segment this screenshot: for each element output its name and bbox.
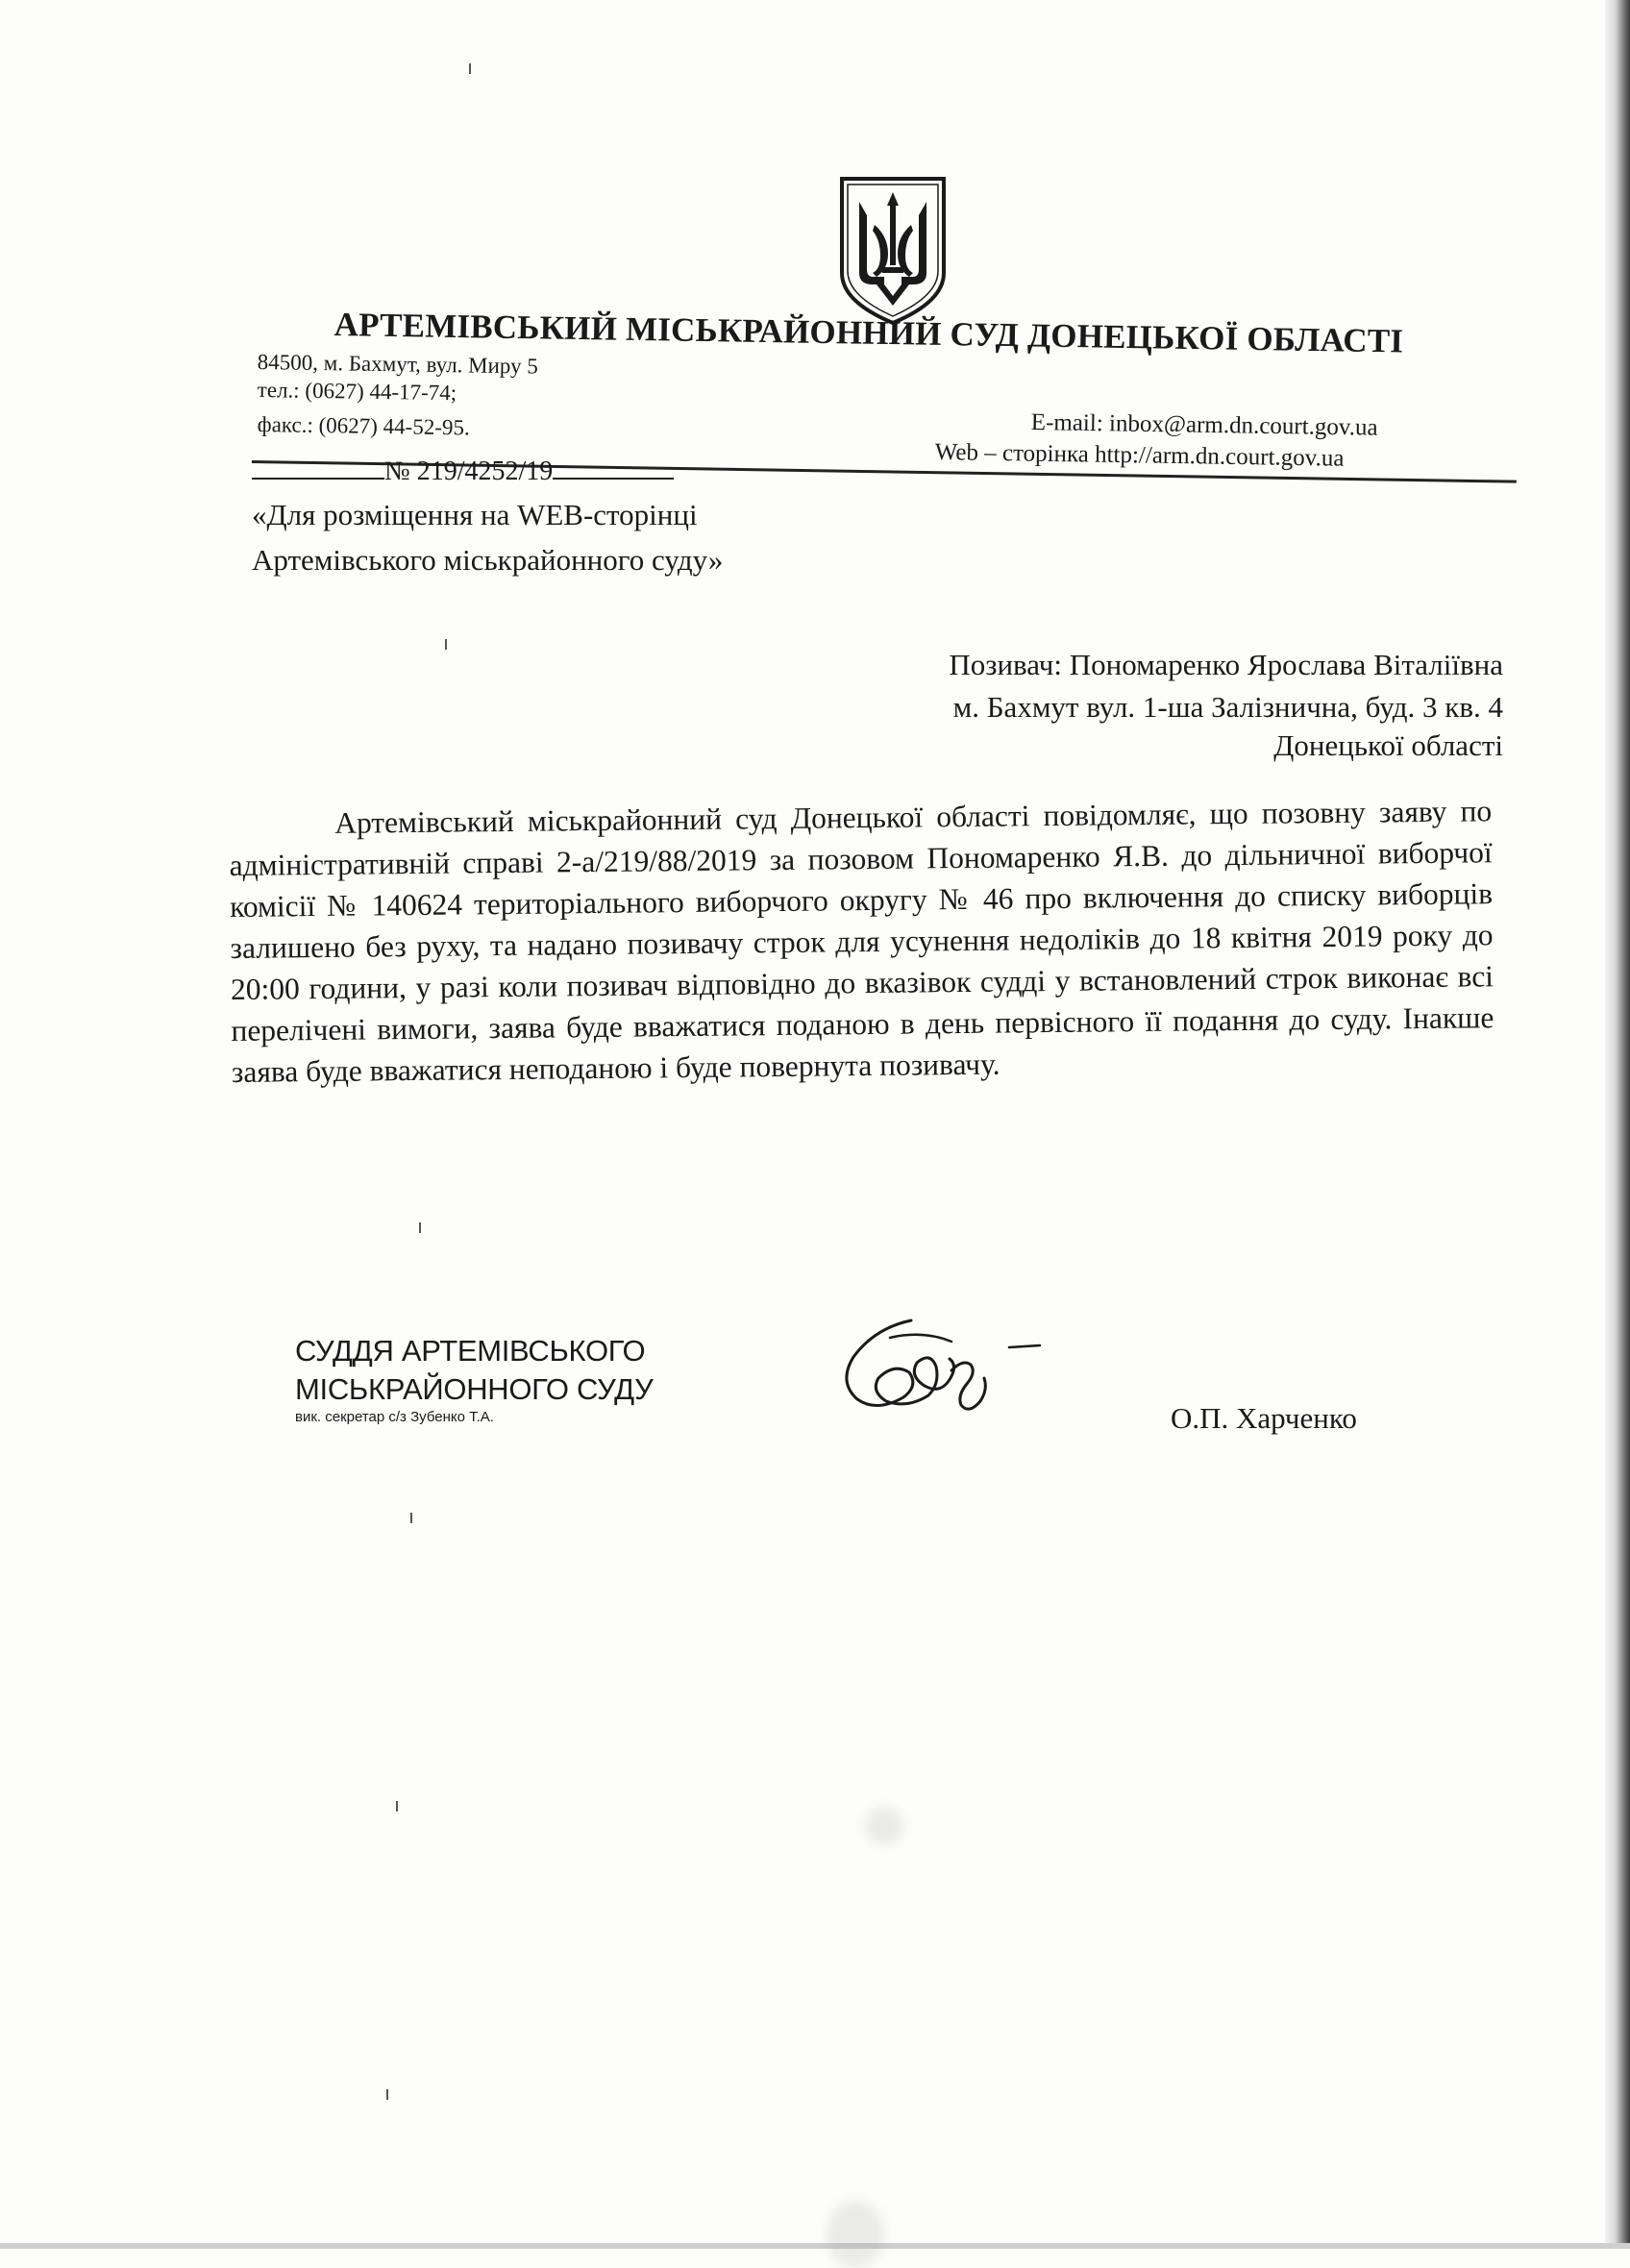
scan-mark xyxy=(419,1222,421,1233)
scan-smudge xyxy=(827,2201,884,2268)
scan-mark xyxy=(469,63,471,74)
number-underline-right xyxy=(553,460,674,480)
scan-mark xyxy=(396,1801,398,1812)
court-email: E-mail: inbox@arm.dn.court.gov.ua xyxy=(1030,409,1378,441)
scan-smudge xyxy=(865,1807,903,1845)
document-number-line xyxy=(252,456,674,487)
court-fax: факс.: (0627) 44-52-95. xyxy=(257,412,470,440)
court-address: 84500, м. Бахмут, вул. Миру 5 xyxy=(257,350,539,379)
judge-title-line1: СУДДЯ АРТЕМІВСЬКОГО xyxy=(295,1334,646,1368)
document-number: № 219/4252/19 xyxy=(384,456,554,486)
judge-title-line2: МІСЬКРАЙОННОГО СУДУ xyxy=(295,1372,654,1406)
handwritten-signature-icon xyxy=(836,1309,1057,1434)
court-phone: тел.: (0627) 44-17-74; xyxy=(257,378,457,406)
scan-bottom-edge xyxy=(0,2243,1630,2249)
judge-name: О.П. Харченко xyxy=(1171,1401,1357,1435)
plaintiff-name: Позивач: Пономаренко Ярослава Віталіївна xyxy=(949,648,1503,681)
number-underline-left xyxy=(252,460,384,480)
plaintiff-address: м. Бахмут вул. 1-ша Залізнична, буд. 3 кв. 4 xyxy=(952,690,1503,724)
plaintiff-region: Донецької області xyxy=(1273,728,1503,762)
web-note-line1: «Для розміщення на WEB-сторінці xyxy=(252,498,698,531)
scan-mark xyxy=(410,1513,412,1523)
secretary-note: вик. секретар с/з Зубенко Т.А. xyxy=(295,1409,494,1425)
notice-body: Артемівський міськрайонний суд Донецької області повідомляє, що позовну заяву по адміністративній справі 2-а/219/88/2019 за позовом Пономаренко Я.В. до дільничної виборчої комісії № 140624 територіального виборчого округу № 46 про включення до списку виборців залишено без руху, та надано позивачу строк для усунення недоліків до 18 квітня 2019 року до 20:00 години, у разі коли позивач відповідно до вказівок судді у встановлений строк виконає всі перелічені вимоги, заява буде вважатися поданою в день первісного її подання до суду. Інакше заява буде вважатися неподаною і буде повернута позивачу. xyxy=(229,794,1494,1089)
web-note-line2: Артемівського міськрайонного суду» xyxy=(252,543,724,577)
court-website: Web – сторінка http://arm.dn.court.gov.ua xyxy=(934,439,1345,472)
ukraine-trident-emblem-icon xyxy=(834,173,951,327)
scan-edge-shadow xyxy=(1605,0,1630,2249)
scan-mark xyxy=(386,2089,388,2100)
court-name: АРТЕМІВСЬКИЙ МІСЬКРАЙОННИЙ СУД ДОНЕЦЬКОЇ ОБЛАСТІ xyxy=(333,306,1404,360)
scan-mark xyxy=(445,639,447,650)
